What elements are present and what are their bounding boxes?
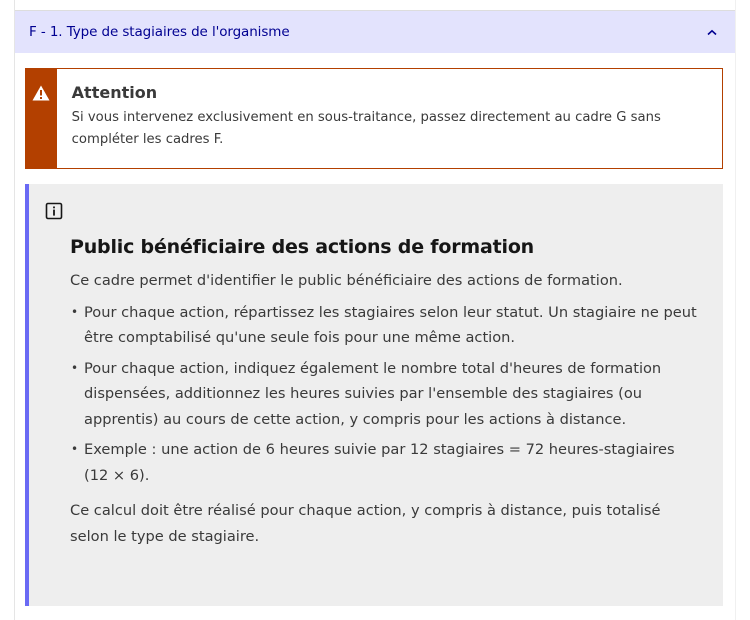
list-item: • Exemple : une action de 6 heures suivie par 12 stagiaires = 72 heures-stagiaires (12 × 6). [70, 437, 703, 488]
callout-intro: Ce cadre permet d'identifier le public bénéficiaire des actions de formation. [70, 272, 623, 289]
list-item: • Pour chaque action, indiquez également le nombre total d'heures de formation dispensées, additionnez les heures suivies par l'ensemble des stagiaires (ou apprentis) au cours de cette action, y compris pour les actions à distance. [70, 356, 703, 433]
callout-conclusion: Ce calcul doit être réalisé pour chaque action, y compris à distance, puis totalisé selon le type de stagiaire. [70, 502, 661, 545]
accordion-toggle-f1[interactable] [15, 10, 735, 53]
warning-triangle-icon [32, 85, 50, 168]
alert-body [57, 69, 722, 168]
alert-text: Si vous intervenez exclusivement en sous-traitance, passez directement au cadre G sans compléter les cadres F. [71, 110, 661, 147]
callout-list [70, 300, 703, 489]
accordion-title: F - 1. Type de stagiaires de l'organisme [29, 24, 290, 40]
info-icon [45, 202, 65, 222]
chevron-up-icon[interactable] [705, 25, 719, 39]
warning-alert [25, 68, 723, 169]
info-callout [25, 184, 723, 606]
alert-side-bar [26, 69, 57, 168]
alert-title: Attention [71, 83, 158, 102]
list-item: • Pour chaque action, répartissez les stagiaires selon leur statut. Un stagiaire ne peut être comptabilisé qu'une seule fois pour une même action. [70, 300, 703, 351]
callout-title: Public bénéficiaire des actions de formation [70, 236, 534, 258]
callout-content [70, 268, 703, 549]
